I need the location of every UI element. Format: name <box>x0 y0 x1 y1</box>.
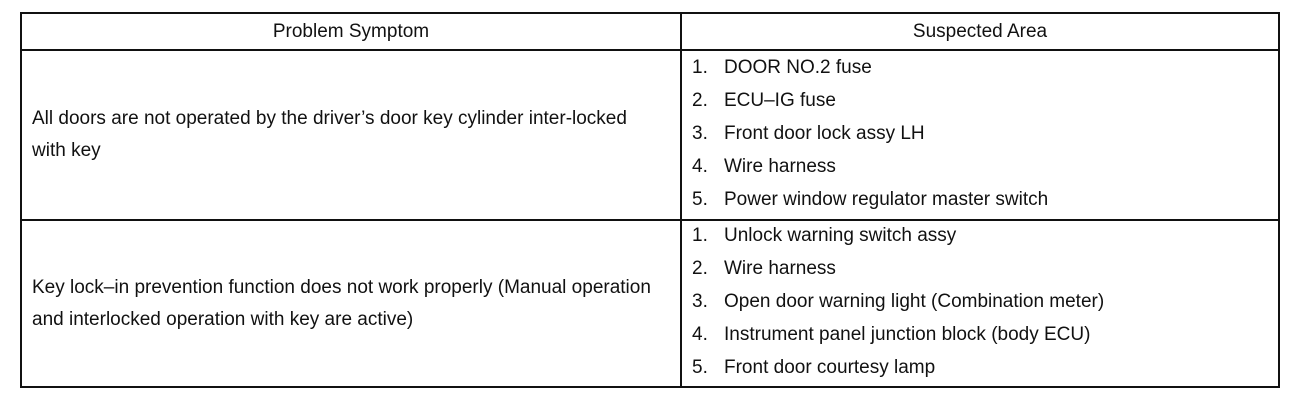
item-text: Unlock warning switch assy <box>724 225 957 246</box>
list-item <box>692 183 1048 216</box>
item-number: 4. <box>692 156 708 177</box>
item-number: 1. <box>692 57 708 78</box>
header-suspected-area: Suspected Area <box>912 20 1048 42</box>
item-text: Front door courtesy lamp <box>724 357 936 378</box>
item-number: 2. <box>692 90 708 111</box>
problem-symptom-text: Key lock–in prevention function does not work properly (Manual operation and interlocked operation with key are active) <box>32 276 651 330</box>
item-text: Power window regulator master switch <box>724 189 1049 210</box>
problem-symptom-cell <box>22 51 682 219</box>
suspected-area-cell <box>682 51 1278 219</box>
item-text: Wire harness <box>724 156 836 177</box>
header-problem-symptom: Problem Symptom <box>22 14 682 49</box>
item-number: 1. <box>692 225 708 246</box>
item-text: Front door lock assy LH <box>724 123 925 144</box>
item-text: Open door warning light (Combination meter) <box>724 291 1105 312</box>
item-text: Instrument panel junction block (body ECU) <box>724 324 1091 345</box>
list-item <box>692 285 1104 318</box>
item-number: 3. <box>692 123 708 144</box>
item-number: 3. <box>692 291 708 312</box>
table-row <box>22 221 1278 386</box>
list-item <box>692 117 925 150</box>
table-row <box>22 51 1278 221</box>
problem-symptom-cell <box>22 221 682 386</box>
list-item <box>692 150 836 183</box>
list-item <box>692 51 872 84</box>
item-number: 5. <box>692 357 708 378</box>
list-item <box>692 252 836 285</box>
item-number: 4. <box>692 324 708 345</box>
item-number: 2. <box>692 258 708 279</box>
table-header-row <box>22 14 1278 51</box>
item-text: Wire harness <box>724 258 836 279</box>
list-item <box>692 84 836 117</box>
item-number: 5. <box>692 189 708 210</box>
list-item <box>692 318 1090 351</box>
item-text: ECU–IG fuse <box>724 90 836 111</box>
list-item <box>692 219 956 252</box>
problem-symptom-text: All doors are not operated by the driver’s door key cylinder inter-locked with key <box>32 108 627 161</box>
item-text: DOOR NO.2 fuse <box>724 57 872 78</box>
troubleshooting-table <box>20 12 1280 388</box>
suspected-area-cell <box>682 221 1278 386</box>
list-item <box>692 351 935 384</box>
